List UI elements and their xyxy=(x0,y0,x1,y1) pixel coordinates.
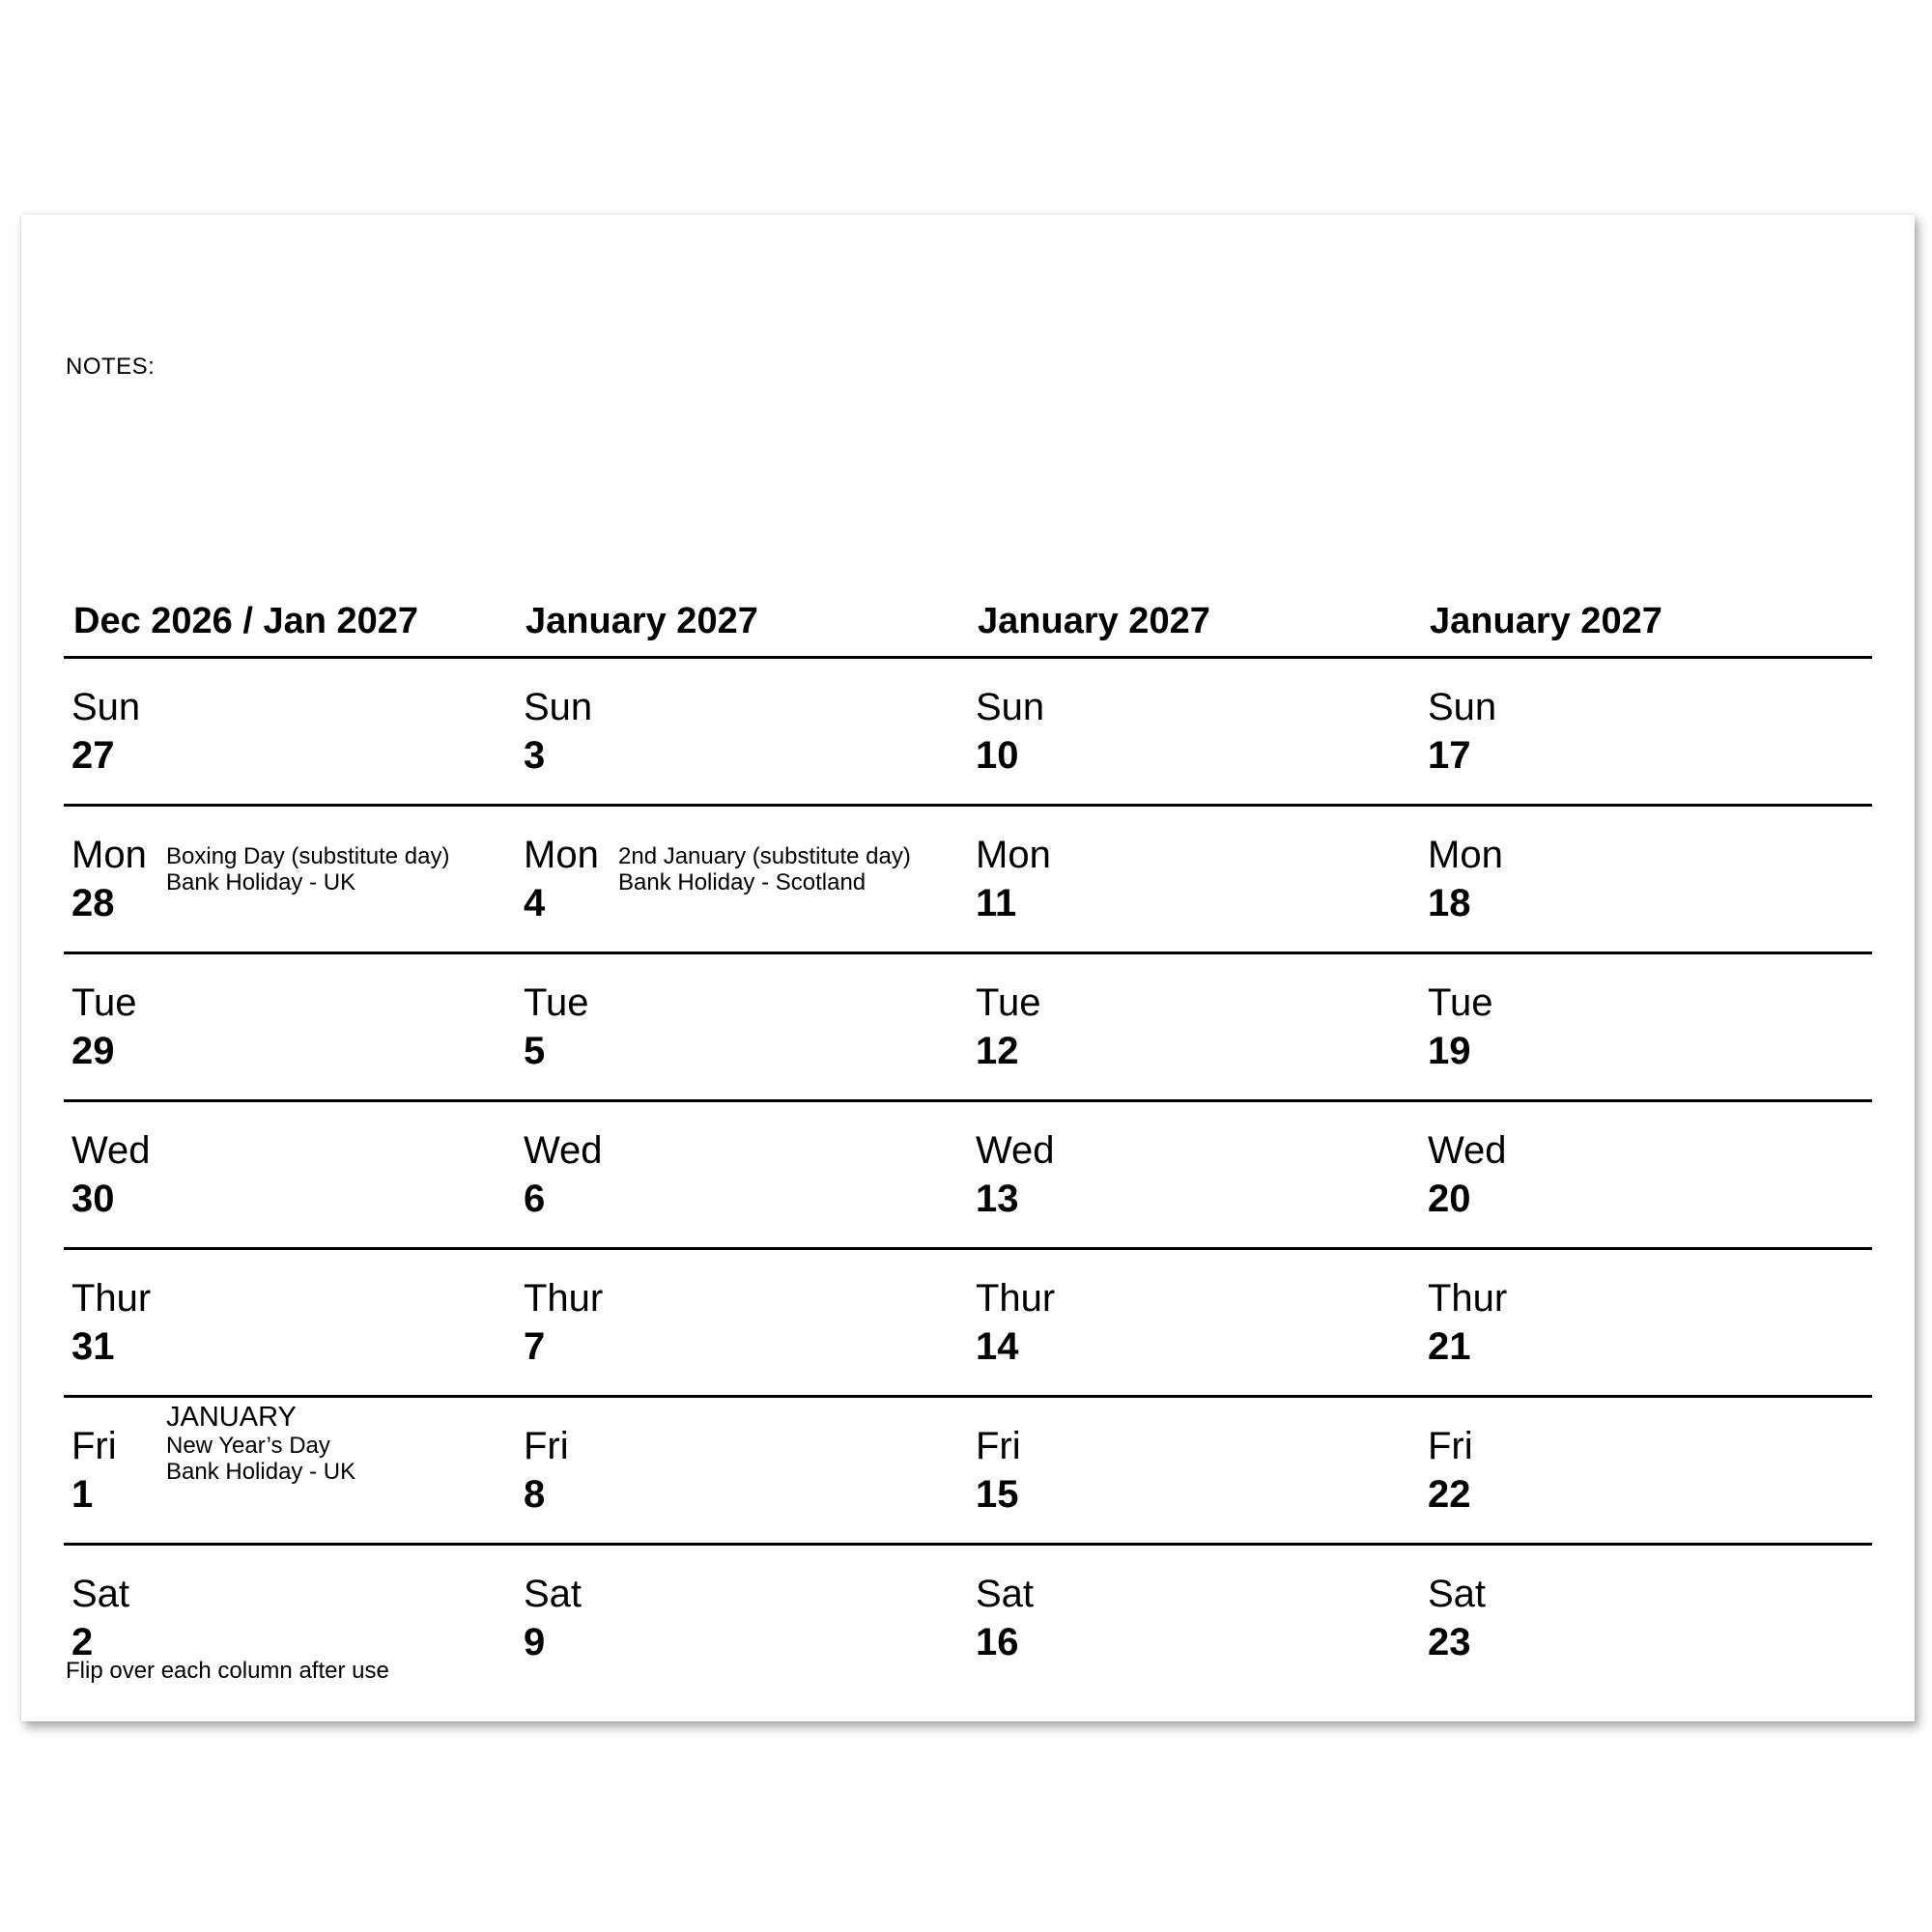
day-cell[interactable] xyxy=(968,1102,1420,1247)
date-number: 10 xyxy=(976,734,1019,777)
day-cell[interactable] xyxy=(64,1102,516,1247)
holiday-note-line: Boxing Day (substitute day) xyxy=(166,843,450,869)
weekday-name: Mon xyxy=(1428,834,1503,876)
date-number: 9 xyxy=(524,1621,546,1663)
day-row xyxy=(64,659,1872,807)
weekday-name: Thur xyxy=(71,1277,152,1320)
weekday-name: Fri xyxy=(524,1425,569,1467)
day-cell[interactable] xyxy=(516,1250,968,1395)
date-number: 4 xyxy=(524,882,546,924)
weekday-name: Sun xyxy=(524,686,593,728)
weekday-name: Sun xyxy=(71,686,141,728)
weekday-name: Sun xyxy=(976,686,1045,728)
date-number: 19 xyxy=(1428,1030,1471,1072)
weekday-name: Tue xyxy=(976,981,1041,1024)
weekday-name: Thur xyxy=(1428,1277,1508,1320)
column-title-4: January 2027 xyxy=(1430,601,1662,641)
date-number: 22 xyxy=(1428,1473,1471,1516)
day-cell[interactable] xyxy=(64,659,516,804)
month-start-label: JANUARY xyxy=(166,1402,297,1433)
day-row xyxy=(64,1398,1872,1546)
weekday-name: Tue xyxy=(524,981,589,1024)
column-title-3: January 2027 xyxy=(978,601,1210,641)
footer-instruction: Flip over each column after use xyxy=(66,1658,389,1684)
date-number: 30 xyxy=(71,1178,115,1220)
date-number: 31 xyxy=(71,1325,115,1368)
holiday-note xyxy=(618,843,911,895)
day-cell[interactable] xyxy=(516,1546,968,1693)
weekday-name: Fri xyxy=(1428,1425,1473,1467)
column-header-row xyxy=(64,574,1872,659)
day-cell[interactable] xyxy=(1420,659,1872,804)
date-number: 21 xyxy=(1428,1325,1471,1368)
day-rows xyxy=(64,659,1872,1693)
week-grid xyxy=(64,574,1872,1693)
date-number: 23 xyxy=(1428,1621,1471,1663)
day-cell[interactable] xyxy=(1420,807,1872,952)
date-number: 5 xyxy=(524,1030,546,1072)
holiday-note-line: New Year’s Day xyxy=(166,1433,330,1459)
date-number: 2 xyxy=(71,1621,94,1663)
date-number: 8 xyxy=(524,1473,546,1516)
day-cell[interactable] xyxy=(64,954,516,1099)
weekday-name: Fri xyxy=(71,1425,117,1467)
day-row xyxy=(64,1102,1872,1250)
day-row xyxy=(64,807,1872,954)
date-number: 3 xyxy=(524,734,546,777)
day-cell[interactable] xyxy=(968,807,1420,952)
weekday-name: Sat xyxy=(524,1573,582,1615)
holiday-note-line: 2nd January (substitute day) xyxy=(618,843,911,869)
holiday-note xyxy=(166,843,449,895)
day-cell[interactable] xyxy=(516,807,968,952)
day-cell[interactable] xyxy=(968,659,1420,804)
date-number: 14 xyxy=(976,1325,1019,1368)
day-cell[interactable] xyxy=(516,954,968,1099)
column-title-1: Dec 2026 / Jan 2027 xyxy=(73,601,419,641)
day-cell[interactable] xyxy=(64,807,516,952)
date-number: 7 xyxy=(524,1325,546,1368)
weekday-name: Wed xyxy=(524,1129,603,1172)
holiday-note-line: Bank Holiday - UK xyxy=(166,869,356,895)
holiday-note xyxy=(166,1402,355,1485)
day-cell[interactable] xyxy=(968,954,1420,1099)
date-number: 1 xyxy=(71,1473,94,1516)
day-cell[interactable] xyxy=(1420,954,1872,1099)
weekday-name: Sat xyxy=(1428,1573,1487,1615)
date-number: 6 xyxy=(524,1178,546,1220)
weekday-name: Tue xyxy=(1428,981,1493,1024)
weekday-name: Mon xyxy=(524,834,599,876)
date-number: 20 xyxy=(1428,1178,1471,1220)
day-row xyxy=(64,1250,1872,1398)
weekday-name: Sun xyxy=(1428,686,1497,728)
day-cell[interactable] xyxy=(516,1102,968,1247)
column-title-2: January 2027 xyxy=(526,601,758,641)
weekday-name: Mon xyxy=(976,834,1051,876)
date-number: 11 xyxy=(976,882,1017,924)
weekday-name: Thur xyxy=(976,1277,1056,1320)
day-cell[interactable] xyxy=(968,1398,1420,1543)
weekday-name: Sat xyxy=(976,1573,1035,1615)
notes-label: NOTES: xyxy=(66,354,156,380)
weekday-name: Sat xyxy=(71,1573,130,1615)
day-cell[interactable] xyxy=(516,1398,968,1543)
day-cell[interactable] xyxy=(64,1250,516,1395)
day-cell[interactable] xyxy=(1420,1546,1872,1693)
weekday-name: Wed xyxy=(976,1129,1055,1172)
holiday-note-line: Bank Holiday - UK xyxy=(166,1459,356,1485)
weekday-name: Fri xyxy=(976,1425,1021,1467)
date-number: 17 xyxy=(1428,734,1471,777)
date-number: 27 xyxy=(71,734,115,777)
date-number: 29 xyxy=(71,1030,115,1072)
day-cell[interactable] xyxy=(968,1546,1420,1693)
date-number: 18 xyxy=(1428,882,1471,924)
day-cell[interactable] xyxy=(1420,1102,1872,1247)
date-number: 15 xyxy=(976,1473,1019,1516)
weekday-name: Mon xyxy=(71,834,147,876)
date-number: 13 xyxy=(976,1178,1019,1220)
day-row xyxy=(64,954,1872,1102)
weekday-name: Wed xyxy=(71,1129,151,1172)
weekday-name: Wed xyxy=(1428,1129,1507,1172)
day-cell[interactable] xyxy=(516,659,968,804)
calendar-sheet xyxy=(21,214,1915,1721)
date-number: 12 xyxy=(976,1030,1019,1072)
date-number: 28 xyxy=(71,882,115,924)
day-cell[interactable] xyxy=(64,1398,516,1543)
weekday-name: Tue xyxy=(71,981,137,1024)
date-number: 16 xyxy=(976,1621,1019,1663)
day-cell[interactable] xyxy=(1420,1398,1872,1543)
weekday-name: Thur xyxy=(524,1277,604,1320)
holiday-note-line: Bank Holiday - Scotland xyxy=(618,869,867,895)
day-cell[interactable] xyxy=(1420,1250,1872,1395)
day-cell[interactable] xyxy=(968,1250,1420,1395)
